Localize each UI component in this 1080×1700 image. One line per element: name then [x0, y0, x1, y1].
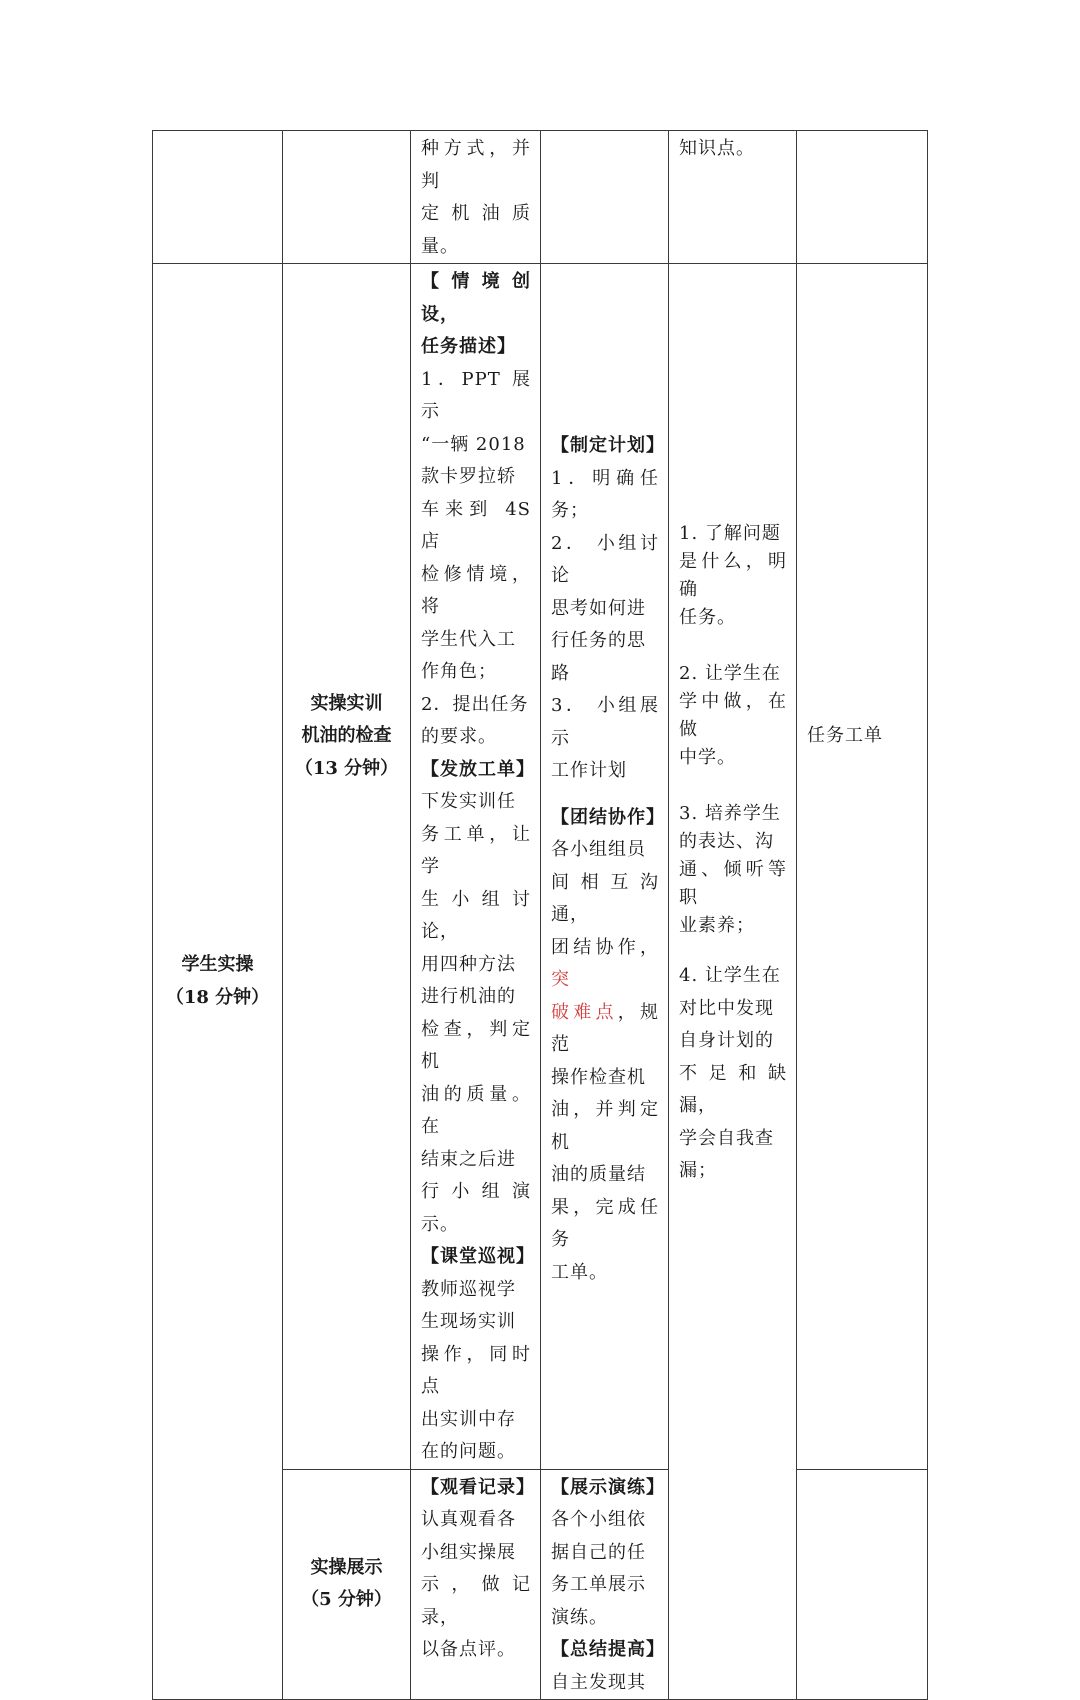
text-line: 的表达、沟 [679, 831, 774, 852]
cell-step-oil-check [283, 264, 411, 1470]
cell-design-intent [669, 131, 797, 264]
text-line: 据自己的任 [551, 1541, 646, 1563]
text-line: 任务。 [679, 607, 736, 628]
table-row-practice [153, 264, 928, 1470]
text-line: 在的问题。 [421, 1441, 516, 1462]
text-line: 小组实操展 [421, 1541, 516, 1563]
cell-stage-empty [153, 131, 283, 264]
text-line: 行任务的思 [551, 630, 646, 651]
cell-student-activity [541, 264, 669, 1470]
cell-teacher-activity [411, 264, 541, 1470]
text-line: 学生代入工 [421, 628, 516, 650]
intent-paragraph [679, 660, 787, 772]
cell-stage-student-practice [153, 264, 283, 1700]
section-heading: 【课堂巡视】 [421, 1246, 535, 1267]
text-line: 1．明确任务； [551, 467, 659, 521]
step-title-line: 实操实训 [310, 692, 383, 714]
intent-paragraph [679, 800, 787, 940]
text-line: 3. 培养学生 [679, 803, 781, 824]
text-segment: ，规范 [551, 1001, 659, 1055]
stage-duration: （18 分钟） [165, 986, 270, 1008]
cell-design-intent [669, 264, 797, 1700]
text-line: 2．提出任务 [421, 693, 529, 715]
text-line: 操作检查机 [551, 1066, 646, 1088]
text-line: 间相互沟通， [551, 871, 659, 925]
cell-teacher-activity [411, 131, 541, 264]
step-title-line: 机油的检查 [301, 725, 392, 746]
text-line: 结束之后进 [421, 1148, 516, 1170]
text-line: 业素养； [679, 915, 755, 936]
section-heading: 【观看记录】 [421, 1476, 535, 1498]
section-heading: 【发放工单】 [421, 758, 535, 780]
text-line: 用四种方法 [421, 953, 516, 975]
text-segment: 团结协作， [551, 936, 659, 958]
text-line: 不足和缺漏， [679, 1062, 787, 1116]
intent-paragraph [679, 520, 787, 632]
text-line: 2． 小组讨论 [551, 532, 659, 586]
stage-title: 学生实操 [181, 954, 254, 975]
text-line: 2. 让学生在 [679, 663, 781, 684]
highlight-text: 突 [551, 969, 570, 990]
section-heading: 【团结协作】 [551, 806, 665, 828]
text-line [551, 997, 659, 1062]
text-line: 1．PPT 展示 [421, 368, 531, 422]
step-duration: （5 分钟） [301, 1589, 392, 1611]
text-line: 务工单展示 [551, 1574, 646, 1595]
text-line: 示，做记录， [421, 1574, 531, 1628]
text-line: 作角色； [421, 661, 497, 682]
text-line: 漏； [679, 1160, 717, 1181]
text-line: 通、倾听等职 [679, 859, 787, 908]
text-line: 生现场实训 [421, 1311, 516, 1332]
text-line: 1. 了解问题 [679, 523, 781, 544]
text-line: 果，完成任务 [551, 1196, 659, 1250]
text-line: 是什么，明确 [679, 551, 787, 600]
text-line: 检修情境，将 [421, 563, 531, 617]
text-line: 路 [551, 662, 570, 684]
table-row-continuation [153, 131, 928, 264]
text-line: 教师巡视学 [421, 1278, 516, 1300]
text-line: 工作计划 [551, 760, 627, 781]
text-line: 油的质量结 [551, 1164, 646, 1185]
text-line: 下发实训任 [421, 791, 516, 812]
text-line [551, 932, 659, 997]
intent-paragraph [679, 960, 787, 1188]
text-line: 对比中发现 [679, 997, 774, 1019]
step-duration: （13 分钟） [294, 757, 399, 779]
text-line: 进行机油的 [421, 986, 516, 1007]
text-line: 认真观看各 [421, 1509, 516, 1530]
text-line: 油的质量。在 [421, 1083, 531, 1137]
resource-text: 任务工单 [807, 725, 883, 746]
text-line: 以备点评。 [421, 1639, 516, 1660]
section-heading: 任务描述】 [421, 336, 516, 357]
section-heading: 【制定计划】 [551, 435, 665, 456]
text-line: 各个小组依 [551, 1509, 646, 1530]
text-line: 定机油质量。 [421, 203, 531, 257]
cell-student-activity [541, 1469, 669, 1700]
cell-student-activity-empty [541, 131, 669, 264]
section-heading: 【情境创设， [421, 271, 531, 325]
text-line: 的要求。 [421, 726, 497, 747]
text-line: 各小组组员 [551, 839, 646, 860]
text-line: 行小组演示。 [421, 1181, 531, 1235]
cell-resource-empty [797, 1469, 928, 1700]
text-line: 演练。 [551, 1606, 608, 1628]
section-heading: 【总结提高】 [551, 1639, 665, 1660]
text-line: “一辆 2018 [421, 433, 526, 455]
cell-teacher-activity [411, 1469, 541, 1700]
text-line: 操作，同时点 [421, 1343, 531, 1397]
text-line: 学中做，在做 [679, 691, 787, 740]
text-line: 中学。 [679, 747, 736, 768]
cell-step-empty [283, 131, 411, 264]
text-line: 出实训中存 [421, 1408, 516, 1430]
text-line: 款卡罗拉轿 [421, 466, 516, 487]
text-line: 务工单，让学 [421, 823, 531, 877]
cell-resource-empty [797, 131, 928, 264]
cell-resource [797, 264, 928, 1470]
text-line: 思考如何进 [551, 597, 646, 619]
text-line: 学会自我查 [679, 1127, 774, 1149]
text-line: 油，并判定机 [551, 1099, 659, 1153]
text-line: 检查，判定机 [421, 1018, 531, 1072]
step-title-line: 实操展示 [310, 1556, 383, 1578]
lesson-plan-table [152, 130, 928, 1700]
text-line: 种方式，并判 [421, 138, 531, 192]
text-line: 自主发现其 [551, 1671, 646, 1693]
text-line: 工单。 [551, 1261, 608, 1283]
text-line: 车来到 4S 店 [421, 498, 531, 552]
cell-step-demo [283, 1469, 411, 1700]
section-heading: 【展示演练】 [551, 1476, 665, 1498]
highlight-text: 破难点 [551, 1001, 618, 1023]
text-line: 自身计划的 [679, 1030, 774, 1051]
text-line: 知识点。 [679, 138, 755, 159]
spacer [551, 788, 659, 802]
text-line: 生小组讨论， [421, 888, 531, 942]
text-line: 3． 小组展示 [551, 695, 659, 749]
text-line: 4. 让学生在 [679, 965, 781, 986]
